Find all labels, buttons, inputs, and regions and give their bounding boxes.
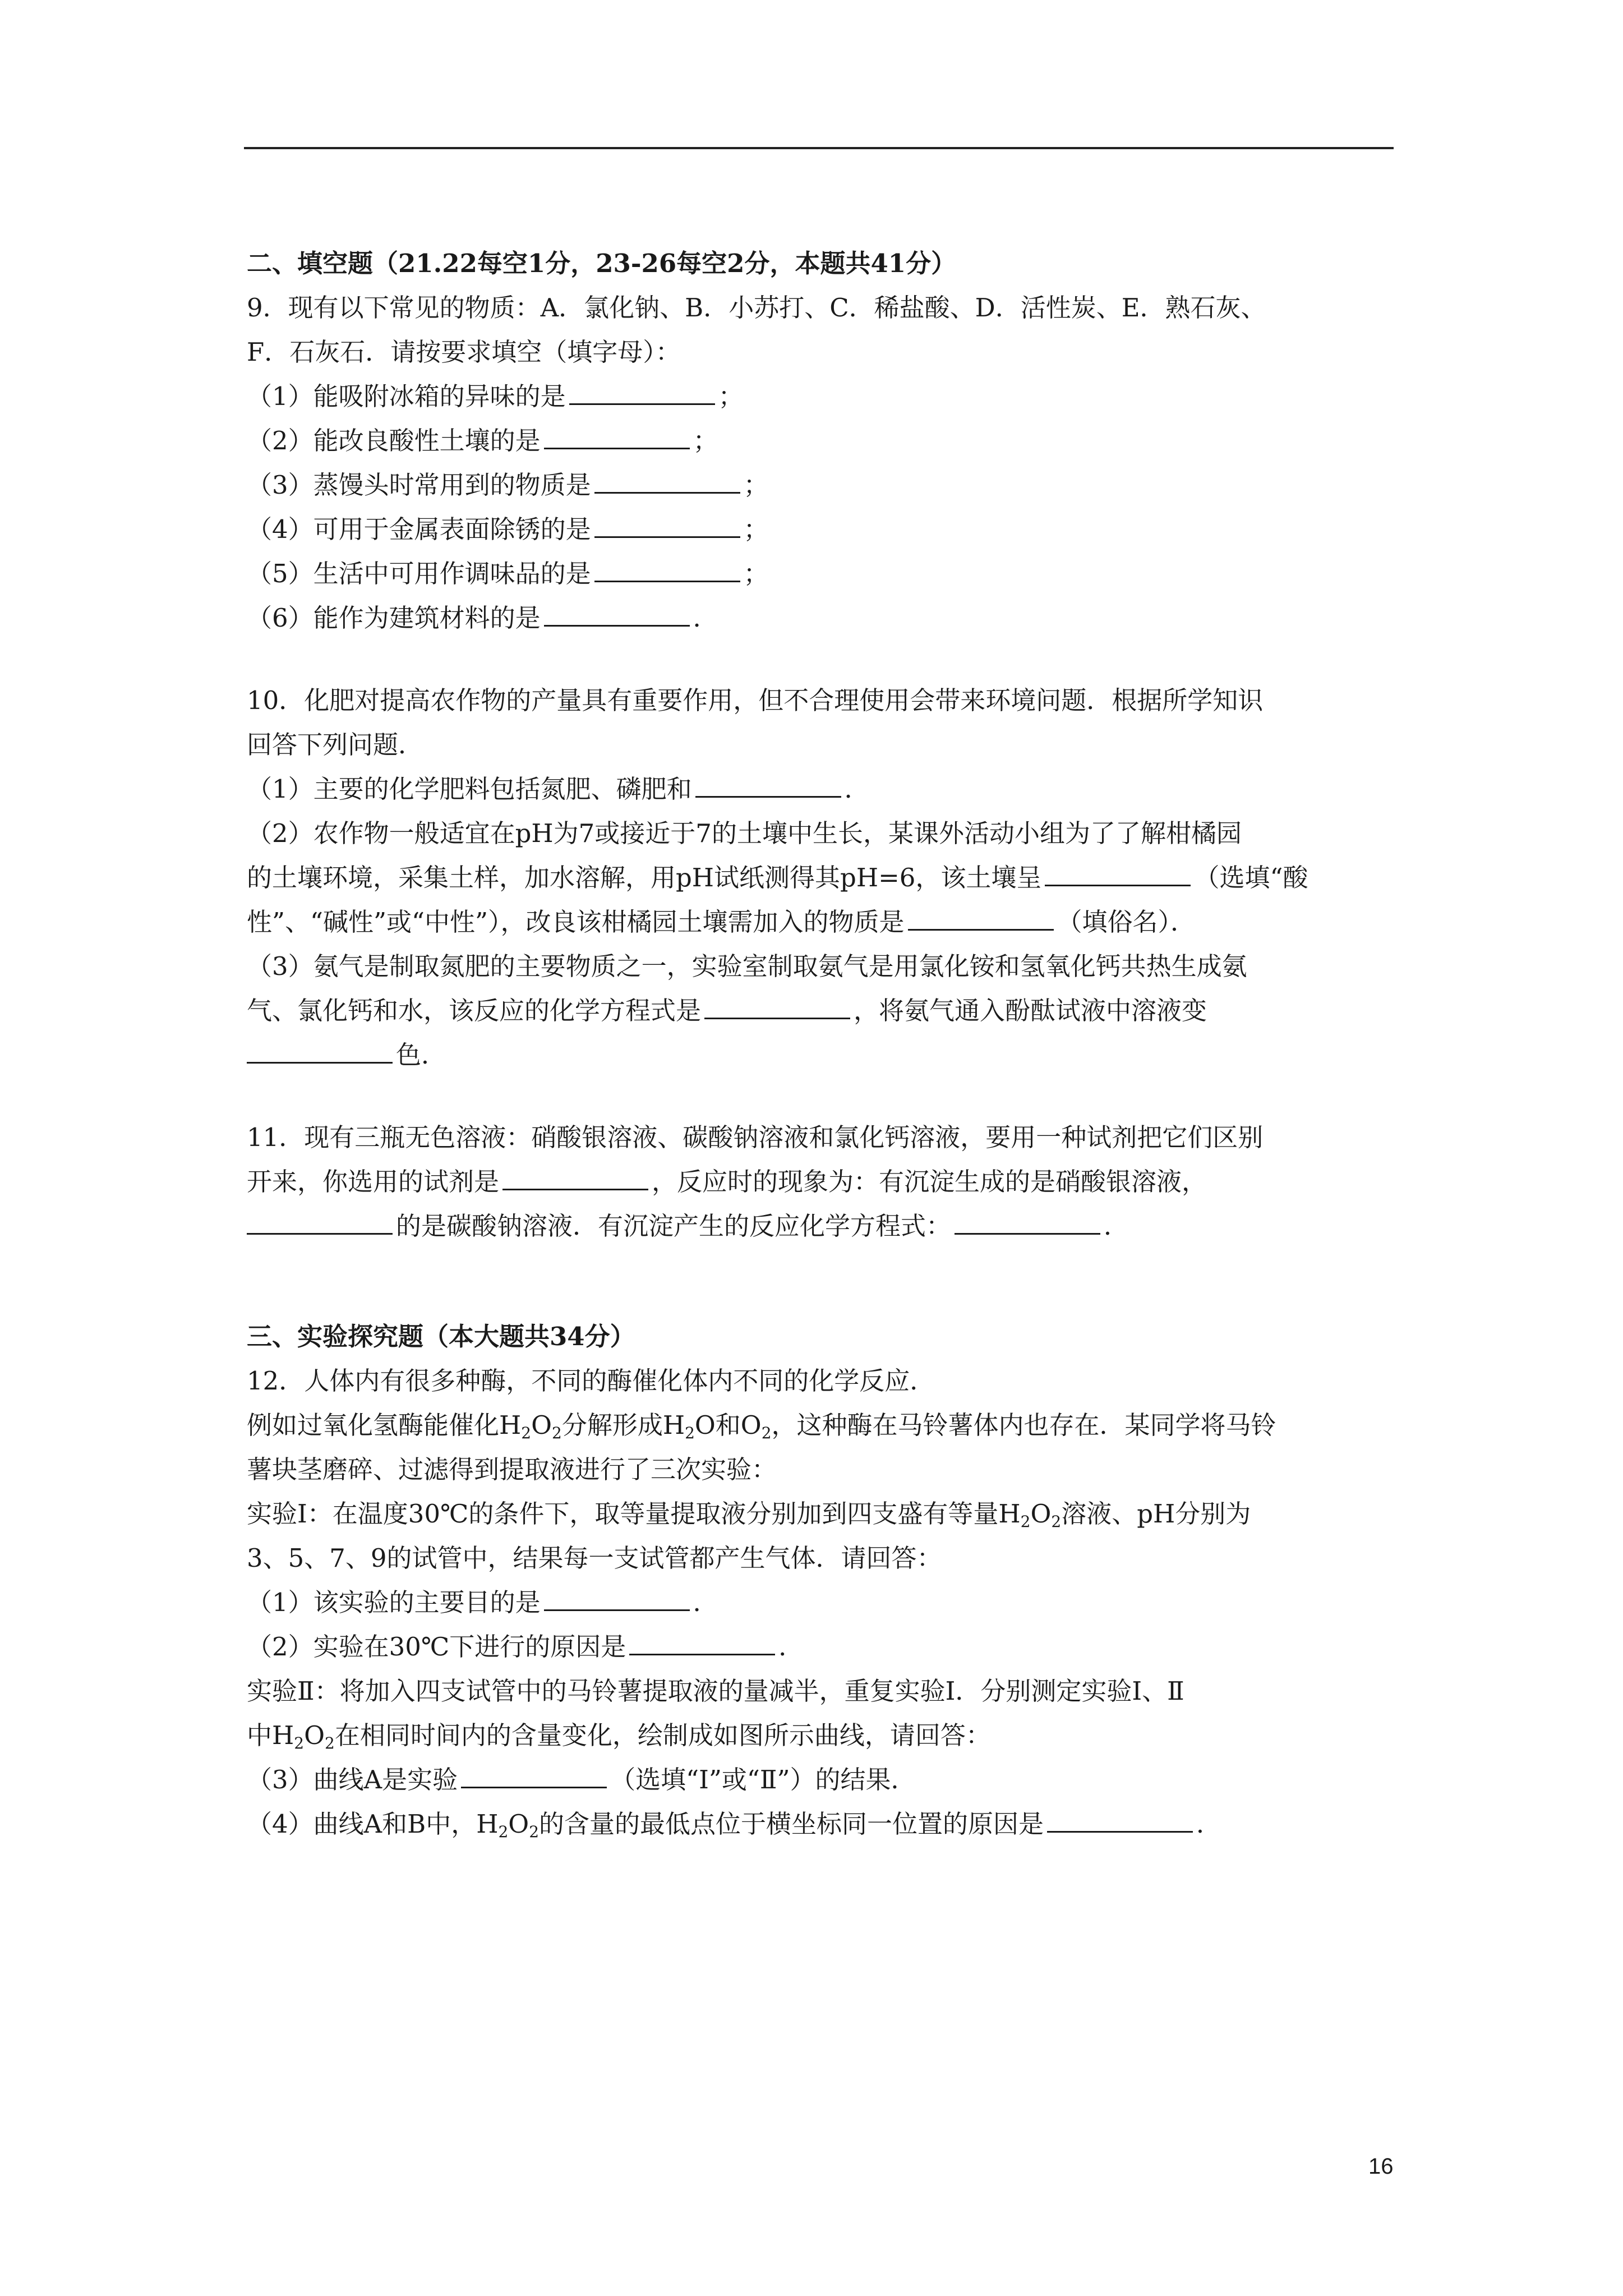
answer-blank[interactable] (594, 554, 740, 582)
answer-blank[interactable] (908, 902, 1054, 931)
q12-line5: 3、5、7、9的试管中，结果每一支试管都产生气体．请回答： (247, 1543, 942, 1573)
answer-blank[interactable] (629, 1627, 775, 1655)
section3-heading: 三、实验探究题（本大题共34分） (247, 1322, 635, 1351)
q9-item-3: （3）蒸馒头时常用到的物质是 ； (247, 463, 1396, 507)
q10-part3-line2: 气、氯化钙和水，该反应的化学方程式是 ，将氨气通入酚酞试液中溶液变 (247, 988, 1396, 1033)
q11-line1: 11．现有三瓶无色溶液：硝酸银溶液、碳酸钠溶液和氯化钙溶液，要用一种试剂把它们区别 (247, 1122, 1264, 1152)
section2-heading: 二、填空题（21.22每空1分，23-26每空2分，本题共41分） (247, 249, 957, 278)
q9-item-2: （2）能改良酸性土壤的是 ； (247, 418, 1396, 463)
q12-part2: （2）实验在30℃下进行的原因是 ． (247, 1625, 1396, 1669)
q12-line4: 实验Ⅰ：在温度30℃的条件下，取等量提取液分别加到四支盛有等量$H_2O_2$溶液、pH分别为 (247, 1499, 1251, 1531)
q10-part1: （1）主要的化学肥料包括氮肥、磷肥和 ． (247, 767, 1396, 811)
answer-blank[interactable] (594, 465, 740, 494)
q9-item-5: （5）生活中可用作调味品的是 ； (247, 551, 1396, 596)
q12-part4: （4）曲线A和B中，$H_2O_2$的含量的最低点位于横坐标同一位置的原因是 ． (247, 1802, 1396, 1846)
q12-part1: （1）该实验的主要目的是 ． (247, 1580, 1396, 1625)
q10-stem-line1: 10．化肥对提高农作物的产量具有重要作用，但不合理使用会带来环境问题．根据所学知识 (247, 685, 1264, 715)
answer-blank[interactable] (544, 1582, 690, 1611)
answer-blank[interactable] (544, 598, 690, 627)
q11-line3: 的是碳酸钠溶液．有沉淀产生的反应化学方程式： ． (247, 1204, 1396, 1248)
q12-part3: （3）曲线A是实验 （选填“Ⅰ”或“Ⅱ”）的结果． (247, 1757, 1396, 1802)
q10-part3-line3: 色． (247, 1033, 1396, 1077)
q12-line1: 12．人体内有很多种酶，不同的酶催化体内不同的化学反应． (247, 1366, 935, 1396)
header-rule (244, 147, 1394, 149)
answer-blank[interactable] (704, 991, 850, 1019)
q9-stem-line2: F．石灰石．请按要求填空（填字母）： (247, 337, 681, 367)
q9-item-1: （1）能吸附冰箱的异味的是 ； (247, 374, 1396, 418)
q10-part2-line1: （2）农作物一般适宜在pH为7或接近于7的土壤中生长，某课外活动小组为了了解柑橘园 (247, 818, 1242, 848)
answer-blank[interactable] (544, 421, 690, 449)
q11-line2: 开来，你选用的试剂是 ，反应时的现象为：有沉淀生成的是硝酸银溶液， (247, 1159, 1396, 1204)
q10-part2-line2: 的土壤环境，采集土样，加水溶解，用pH试纸测得其pH=6，该土壤呈 （选填“酸 (247, 855, 1396, 900)
page-content (247, 241, 1396, 1846)
answer-blank[interactable] (695, 769, 841, 798)
answer-blank[interactable] (594, 509, 740, 538)
q12-line3: 薯块茎磨碎、过滤得到提取液进行了三次实验： (247, 1455, 777, 1484)
q10-stem-line2: 回答下列问题． (247, 730, 424, 760)
q10-part3-line1: （3）氨气是制取氮肥的主要物质之一，实验室制取氨气是用氯化铵和氢氧化钙共热生成氨 (247, 951, 1247, 981)
page-number: 16 (1368, 2154, 1394, 2179)
q12-line8: 实验Ⅱ：将加入四支试管中的马铃薯提取液的量减半，重复实验Ⅰ．分别测定实验Ⅰ、Ⅱ (247, 1676, 1184, 1706)
answer-blank[interactable] (461, 1760, 607, 1788)
spacer (247, 1077, 1396, 1115)
spacer (247, 1248, 1396, 1314)
answer-blank[interactable] (247, 1206, 393, 1235)
answer-blank[interactable] (1045, 858, 1191, 886)
answer-blank[interactable] (569, 376, 715, 405)
q9-stem-line1: 9．现有以下常见的物质：A．氯化钠、B．小苏打、C．稀盐酸、D．活性炭、E．熟石灰、 (247, 293, 1266, 323)
answer-blank[interactable] (1047, 1804, 1193, 1833)
q9-item-6: （6）能作为建筑材料的是 ． (247, 596, 1396, 640)
q9-item-4: （4）可用于金属表面除锈的是 ； (247, 507, 1396, 551)
answer-blank[interactable] (955, 1206, 1100, 1235)
q10-part2-line3: 性”、“碱性”或“中性”），改良该柑橘园土壤需加入的物质是 （填俗名）． (247, 900, 1396, 944)
answer-blank[interactable] (502, 1162, 648, 1190)
q12-line9: 中$H_2O_2$在相同时间内的含量变化，绘制成如图所示曲线，请回答： (247, 1720, 991, 1752)
spacer (247, 640, 1396, 678)
answer-blank[interactable] (247, 1035, 393, 1064)
q12-line2: 例如过氧化氢酶能催化$H_2O_2$分解形成$H_2O$和$O_2$，这种酶在马铃薯体内也存在．某同学将马铃 (247, 1410, 1276, 1442)
